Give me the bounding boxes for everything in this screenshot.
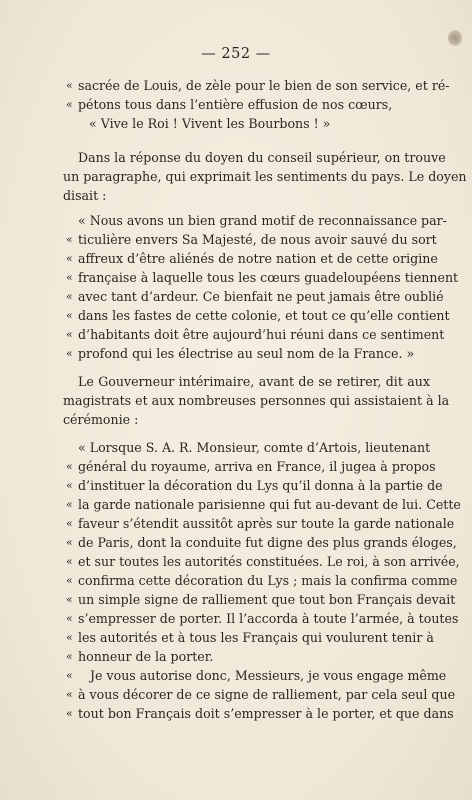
quote-mark: « — [66, 536, 73, 549]
quote-mark: « — [66, 669, 73, 682]
text-line: tout bon Français doit s’empresser à le porter, et que dans — [78, 706, 454, 721]
text-line: pétons tous dans l’entière effusion de nos cœurs, — [78, 97, 393, 112]
quote-mark: « — [66, 290, 73, 303]
quote-mark: « — [66, 347, 73, 360]
quote-mark: « — [66, 460, 73, 473]
text-line: les autorités et à tous les Français qui voulurent tenir à — [78, 630, 434, 645]
text-line: française à laquelle tous les cœurs guadeloupéens tiennent — [78, 270, 459, 285]
quote-mark: « — [66, 517, 73, 530]
text-line: Je vous autorise donc, Messieurs, je vous engage même — [90, 668, 447, 683]
text-line: un simple signe de ralliement que tout bon Français devait — [78, 592, 456, 607]
quote-mark: « — [66, 271, 73, 284]
text-line: et sur toutes les autorités constituées. Le roi, à son arrivée, — [78, 554, 460, 569]
text-line: « Vive le Roi ! Vivent les Bourbons ! » — [89, 116, 331, 131]
quote-mark: « — [66, 233, 73, 246]
quote-mark: « — [66, 309, 73, 322]
text-line: s’empresser de porter. Il l’accorda à toute l’armée, à toutes — [78, 611, 459, 626]
quote-mark: « — [66, 98, 73, 111]
quote-mark: « — [66, 555, 73, 568]
quote-mark: « — [66, 593, 73, 606]
text-line: affreux d’être aliénés de notre nation et de cette origine — [78, 251, 438, 266]
quote-mark: « — [66, 631, 73, 644]
quote-mark: « — [66, 252, 73, 265]
text-line: disait : — [63, 188, 107, 203]
text-line: général du royaume, arriva en France, il jugea à propos — [78, 459, 436, 474]
text-line: de Paris, dont la conduite fut digne des plus grands éloges, — [78, 535, 457, 550]
quote-mark: « — [66, 79, 73, 92]
page-number: — 252 — — [201, 46, 271, 62]
text-line: dans les fastes de cette colonie, et tout ce qu’elle contient — [78, 308, 450, 323]
quote-mark: « — [66, 328, 73, 341]
text-line: profond qui les électrise au seul nom de la France. » — [78, 346, 415, 361]
quote-mark: « — [66, 498, 73, 511]
paper-stain — [448, 30, 462, 46]
quote-mark: « — [66, 707, 73, 720]
text-line: sacrée de Louis, de zèle pour le bien de son service, et ré- — [78, 78, 450, 93]
quote-mark: « — [66, 612, 73, 625]
quote-mark: « — [66, 650, 73, 663]
text-line: faveur s’étendit aussitôt après sur toute la garde nationale — [78, 516, 455, 531]
text-line: à vous décorer de ce signe de ralliement, par cela seul que — [78, 687, 456, 702]
text-line: avec tant d’ardeur. Ce bienfait ne peut jamais être oublié — [78, 289, 444, 304]
text-line: honneur de la porter. — [78, 649, 214, 664]
text-line: « Lorsque S. A. R. Monsieur, comte d’Artois, lieutenant — [78, 440, 431, 455]
text-line: d’instituer la décoration du Lys qu’il donna à la partie de — [78, 478, 443, 493]
text-line: confirma cette décoration du Lys ; mais la confirma comme — [78, 573, 458, 588]
quote-mark: « — [66, 574, 73, 587]
text-line: « Nous avons un bien grand motif de reconnaissance par- — [78, 213, 447, 228]
quote-mark: « — [66, 688, 73, 701]
text-line: ticulière envers Sa Majesté, de nous avoir sauvé du sort — [78, 232, 437, 247]
quote-mark: « — [66, 479, 73, 492]
text-line: magistrats et aux nombreuses personnes qui assistaient à la — [63, 393, 450, 408]
text-line: la garde nationale parisienne qui fut au-devant de lui. Cette — [78, 497, 461, 512]
text-line: Dans la réponse du doyen du conseil supérieur, on trouve — [78, 150, 446, 165]
text-line: Le Gouverneur intérimaire, avant de se retirer, dit aux — [78, 374, 430, 389]
text-line: cérémonie : — [63, 412, 139, 427]
text-line: d’habitants doit être aujourd’hui réuni dans ce sentiment — [78, 327, 445, 342]
text-line: un paragraphe, qui exprimait les sentiments du pays. Le doyen — [63, 169, 467, 184]
